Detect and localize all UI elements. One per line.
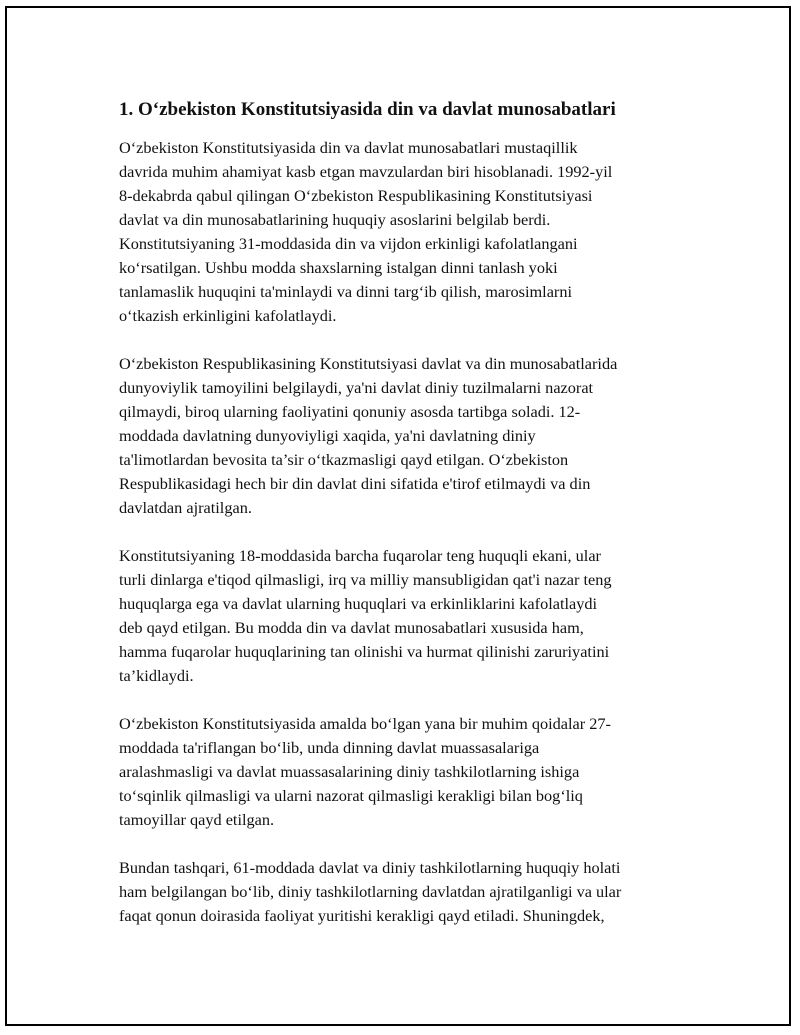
text-line: ham belgilangan bo‘lib, diniy tashkilotlarning davlatdan ajratilganligi va ular — [119, 882, 622, 901]
text-line: o‘tkazish erkinligini kafolatlaydi. — [119, 306, 337, 325]
text-line: O‘zbekiston Konstitutsiyasida amalda bo‘lgan yana bir muhim qoidalar 27- — [119, 714, 611, 733]
text-line: faqat qonun doirasida faoliyat yuritishi kerakligi qayd etiladi. Shuningdek, — [119, 906, 605, 925]
text-line: 8-dekabrda qabul qilingan O‘zbekiston Respublikasining Konstitutsiyasi — [119, 186, 593, 205]
text-line: hamma fuqarolar huquqlarining tan olinishi va hurmat qilinishi zaruriyatini — [119, 642, 610, 661]
text-line: to‘sqinlik qilmasligi va ularni nazorat qilmasligi kerakligi bilan bog‘liq — [119, 786, 583, 805]
text-line: tanlamaslik huquqini ta'minlaydi va dinni targ‘ib qilish, marosimlarni — [119, 282, 573, 301]
text-line: Bundan tashqari, 61-moddada davlat va diniy tashkilotlarning huquqiy holati — [119, 858, 621, 877]
text-line: ta'limotlardan bevosita ta’sir o‘tkazmasligi qayd etilgan. O‘zbekiston — [119, 450, 569, 469]
document-page — [5, 6, 791, 1026]
text-line: moddada ta'riflangan bo‘lib, unda dinning davlat muassasalariga — [119, 738, 540, 757]
text-line: dunyoviylik tamoyilini belgilaydi, ya'ni davlat diniy tuzilmalarni nazorat — [119, 378, 594, 397]
text-line: deb qayd etilgan. Bu modda din va davlat munosabatlari xususida ham, — [119, 618, 584, 637]
text-line: ta’kidlaydi. — [119, 666, 194, 685]
section-heading: 1. O‘zbekiston Konstitutsiyasida din va davlat munosabatlari — [119, 99, 616, 120]
text-line: huquqlarga ega va davlat ularning huquqlari va erkinliklarini kafolatlaydi — [119, 594, 598, 613]
paragraph-5 — [119, 856, 699, 928]
paragraph-1 — [119, 136, 699, 328]
text-line: O‘zbekiston Konstitutsiyasida din va davlat munosabatlari mustaqillik — [119, 138, 578, 157]
paragraph-3 — [119, 544, 699, 688]
text-line: davrida muhim ahamiyat kasb etgan mavzulardan biri hisoblanadi. 1992-yil — [119, 162, 613, 181]
text-line: moddada davlatning dunyoviyligi xaqida, ya'ni davlatning diniy — [119, 426, 536, 445]
text-line: O‘zbekiston Respublikasining Konstitutsiyasi davlat va din munosabatlarida — [119, 354, 618, 373]
text-line: tamoyillar qayd etilgan. — [119, 810, 275, 829]
text-line: davlat va din munosabatlarining huquqiy asoslarini belgilab berdi. — [119, 210, 551, 229]
paragraph-4 — [119, 712, 699, 832]
text-line: Konstitutsiyaning 18-moddasida barcha fuqarolar teng huquqli ekani, ular — [119, 546, 601, 565]
text-line: aralashmasligi va davlat muassasalarining diniy tashkilotlarning ishiga — [119, 762, 580, 781]
text-line: qilmaydi, biroq ularning faoliyatini qonuniy asosda tartibga soladi. 12- — [119, 402, 581, 421]
text-line: turli dinlarga e'tiqod qilmasligi, irq va milliy mansubligidan qat'i nazar teng — [119, 570, 612, 589]
text-line: ko‘rsatilgan. Ushbu modda shaxslarning istalgan dinni tanlash yoki — [119, 258, 558, 277]
text-line: Konstitutsiyaning 31-moddasida din va vijdon erkinligi kafolatlangani — [119, 234, 578, 253]
document-content — [119, 98, 699, 952]
text-line: Respublikasidagi hech bir din davlat dini sifatida e'tirof etilmaydi va din — [119, 474, 591, 493]
paragraph-2 — [119, 352, 699, 520]
text-line: davlatdan ajratilgan. — [119, 498, 252, 517]
